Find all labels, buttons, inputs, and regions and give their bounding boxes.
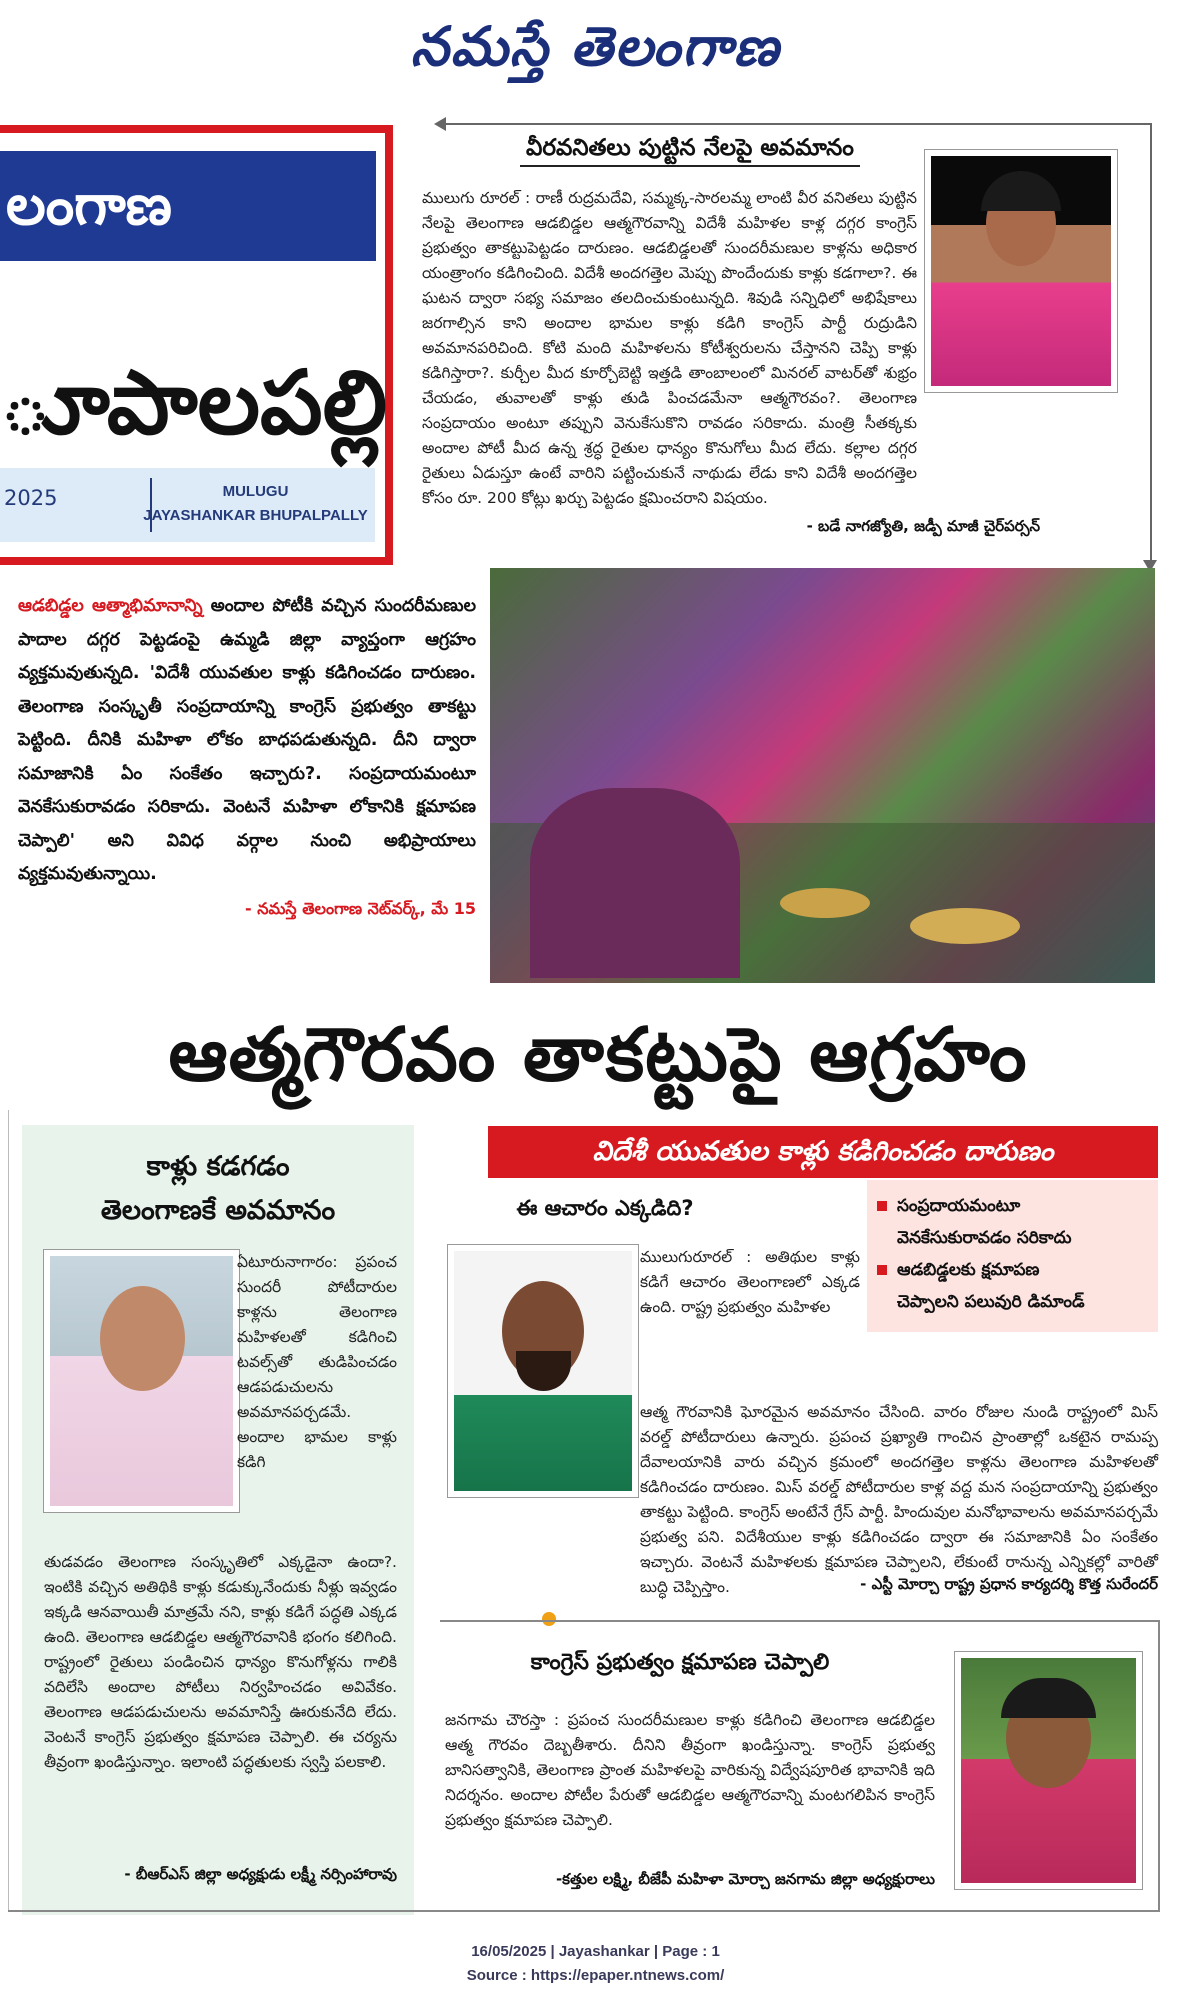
page-border-left — [8, 1110, 10, 1910]
person-shape — [530, 788, 740, 978]
left-article-byline: - బీఆర్‌ఎస్ జిల్లా అధ్యక్షుడు లక్ష్మీ నర్సింహారావు — [124, 1865, 397, 1883]
edition-location: MULUGU JAYASHANKAR BHUPALPALLY — [143, 483, 368, 524]
lead-paragraph: ఆడబిడ్డల ఆత్మాభిమానాన్ని అందాల పోటీకి వచ్చిన సుందరీమణుల పాదాల దగ్గర పెట్టడంపై ఉమ్మడి జిల్లా వ్యాప్తంగా ఆగ్రహం వ్యక్తమవుతున్నది. 'విదేశీ యువతుల కాళ్లు కడిగించడం దారుణం. తెలంగాణ సంస్కృతీ సంప్రదాయాన్ని కాంగ్రెస్ ప్రభుత్వం తాకట్టు పెట్టింది. దీనికి మహిళా లోకం బాధపడుతున్నది. దీని ద్వారా సమాజానికి ఏం సంకేతం ఇచ్చారు?. సంప్రదాయమంటూ వెనకేసుకురావడం సరికాదు. వెంటనే మహిళా లోకానికి క్షమాపణ చెప్పాలి' అని వివిధ వర్గాల నుంచి అభిప్రాయాలు వ్యక్తమవుతున్నాయి. - నమస్తే తెలంగాణ నెట్‌వర్క్, మే 15 — [18, 590, 476, 925]
mid-article-body-wide: ఆత్మ గౌరవానికి ఘోరమైన అవమానం చేసింది. వారం రోజుల నుండి రాష్ట్రంలో మిస్ వరల్డ్ పోటీదారులు ఉన్నారు. ప్రపంచ ప్రఖ్యాతి గాంచిన ప్రాంతాల్లో ఒకటైన రామప్ప దేవాలయానికి వారు వచ్చిన క్రమంలో అందగత్తెల కాళ్లను తెలంగాణ మహిళలతో కడిగించడం దారుణం. మిస్ వరల్డ్ పోటీదారుల కాళ్ల వద్ద మన సంప్రదాయాన్ని ప్రభుత్వం తాకట్టు పెట్టింది. కాంగ్రెస్ అంటేనే గ్రేస్ పార్టీ. హిందువుల మనోభావాలను అవమానపర్చమే ప్రభుత్వ పని. విదేశీయుల కాళ్లు కడిగించడం ద్వారా ఈ సమాజానికి ఏం సంకేతం ఇచ్చారు. వెంటనే మహిళలకు క్షమాపణ చెప్పాలని, లేకుంటే రానున్న ఎన్నికల్లో వారితో బుద్ధి చెప్పిస్తాం. — [640, 1403, 1158, 1596]
hair-shape — [1001, 1678, 1096, 1718]
brass-plate-shape — [780, 888, 870, 918]
main-headline: ఆత్మగౌరవం తాకట్టుపై ఆగ్రహం — [168, 1012, 1028, 1098]
top-article-body-wide — [422, 405, 1130, 505]
face-shape — [100, 1286, 185, 1391]
left-article-title: కాళ్లు కడగడం తెలంగాణకే అవమానం — [100, 1151, 336, 1226]
page-footer — [0, 1940, 1191, 1988]
hair-shape — [981, 171, 1061, 211]
top-article-body: ములుగు రూరల్ : రాణీ రుద్రమదేవి, సమ్మక్క-సారలమ్మ లాంటి వీర వనితలు పుట్టిన నేలపై తెలంగాణ ఆడబిడ్డల ఆత్మగౌరవాన్ని విదేశీ మహిళల కాళ్ల దగ్గర కాంగ్రెస్ ప్రభుత్వం తాకట్టుపెట్టడం దారుణం. ఆడబిడ్డలతో సుందరీమణుల కాళ్లను అధికార యంత్రాంగం కడిగించింది. విదేశీ అందగత్తెల మెప్పు పొందేందుకు కాళ్లు కడగాలా?. ఈ ఘటన ద్వారా సభ్య సమాజం తలదించుకుంటున్నది. శివుడి సన్నిధిలో అభిషేకాలు జరగాల్సిన కాని అందాల భామల కాళ్లు కడిగి కాంగ్రెస్ పార్టీ రుద్రుడిని అవమానపరిచింది. కోటి మంది మహిళలను కోటీశ్వరులను చేస్తానని చెప్పి కాళ్లు కడిగిస్తారా?. కుర్చీల మీద కూర్చోబెట్టి ఇత్తడి తాంబాలంలో మినరల్ వాటర్‌తో శుభ్రం చేయడం, తువాలతో కాళ్లు తుడి పించడమేనా ఆత్మగౌరవం?. తెలంగాణ సంప్రదాయం అంటూ తప్పుని వెనుకేసుకొని రావడం సరికాదు. మంత్రి సీతక్కకు అందాల పోటీ మీద ఉన్న శ్రద్ధ రైతుల ధాన్యం కొనుగోలు మీద లేదు. కల్లాల దగ్గర రైతులు ఏడుస్తూ ఉంటే వారిని పట్టించుకునే నాథుడు లేడు కాని విదేశీ అందగత్తెల కోసం రూ. 200 కోట్లు ఖర్చు పెట్టడం క్షమించరాని విషయం. — [422, 189, 917, 507]
highlight-item: సంప్రదాయమంటూ — [897, 1196, 1021, 1216]
left-article-body-narrow: ఏటూరునాగారం: ప్రపంచ సుందరీ పోటీదారుల కాళ్లను తెలంగాణ మహిళలతో కడిగించి టవల్స్‌తో తుడిపించడం ఆడపడుచులను అవమానపర్చడమే. అందాల భామల కాళ్లు కడిగి — [237, 1253, 397, 1471]
event-photo-feet-washing — [490, 568, 1155, 983]
bottom-article-byline: -కత్తుల లక్ష్మి, బీజేపీ మహిళా మోర్చా జనగామ జిల్లా అధ్యక్షురాలు — [555, 1870, 935, 1888]
highlight-item: చెప్పాలని పలువురి డిమాండ్ — [897, 1292, 1085, 1312]
brass-plate-shape — [910, 908, 1020, 944]
portrait-photo-surender — [448, 1245, 638, 1497]
bottom-article-body: జనగామ చౌరస్తా : ప్రపంచ సుందరీమణుల కాళ్లు కడిగించి తెలంగాణ ఆడబిడ్డల ఆత్మ గౌరవం దెబ్బతీశారు. దీనిని తీవ్రంగా ఖండిస్తున్నా. కాంగ్రెస్ ప్రభుత్వ బానిసత్వానికి, తెలంగాణ ప్రాంత మహిళలపై వారికున్న విద్వేషపూరిత భావానికి ఇది నిదర్శనం. అందాల పోటీల పేరుతో ఆడబిడ్డల ఆత్మగౌరవాన్ని మంటగలిపిన కాంగ్రెస్ ప్రభుత్వం క్షమాపణ చెప్పాలి. — [445, 1711, 935, 1829]
mid-article-byline: - ఎస్టీ మోర్చా రాష్ట్ర ప్రధాన కార్యదర్శి కొత్త సురేందర్ — [860, 1575, 1158, 1593]
edition-year: 2025 — [4, 486, 58, 510]
portrait-photo-lakshmi-narsimharao — [44, 1250, 239, 1512]
edition-district: ూపాలపల్లి — [0, 351, 388, 454]
highlight-item: ఆడబిడ్డలకు క్షమాపణ — [897, 1260, 1040, 1280]
beard-shape — [516, 1351, 571, 1391]
footer-source-link[interactable]: Source : https://epaper.ntnews.com/ — [466, 1967, 725, 1984]
bottom-article-title: కాంగ్రెస్ ప్రభుత్వం క్షమాపణ చెప్పాలి — [530, 1650, 830, 1675]
edition-box — [0, 125, 393, 565]
lead-byline: - నమస్తే తెలంగాణ నెట్‌వర్క్, మే 15 — [245, 898, 476, 918]
left-article-body-wide: తుడవడం తెలంగాణ సంస్కృతిలో ఎక్కడైనా ఉందా?. ఇంటికి వచ్చిన అతిథికి కాళ్లు కడుక్కునేందుకు నీళ్లు ఇవ్వడం ఇక్కడి ఆనవాయితీ మాత్రమే నని, కాళ్లు కడిగే పద్ధతి ఎక్కడ ఉంది. తెలంగాణ ఆడబిడ్డల ఆత్మగౌరవానికి భంగం కలిగింది. రాష్ట్రంలో రైతులు పండించిన ధాన్యం కొనుగోళ్లను గాలికి వదిలేసి అందాల పోటీలు నిర్వహించడం అవివేకం. తెలంగాణ ఆడపడుచులను అవమానిస్తే ఊరుకునేది లేదు. వెంటనే కాంగ్రెస్ ప్రభుత్వం క్షమాపణ చెప్పాలి. ఈ చర్యను తీవ్రంగా ఖండిస్తున్నాం. ఇలాంటి పద్ధతులకు స్వస్తి పలకాలి. — [44, 1553, 397, 1771]
arrow-left-icon — [434, 117, 446, 131]
bullet-square — [877, 1265, 887, 1275]
mid-article-title: ఈ ఆచారం ఎక్కడిది? — [516, 1196, 694, 1220]
page-border-bottom — [8, 1910, 1158, 1913]
subhead-bar: విదేశీ యువతుల కాళ్లు కడిగించడం దారుణం — [488, 1126, 1158, 1178]
bullet-square — [877, 1201, 887, 1211]
footer-date-edition: 16/05/2025 | Jayashankar | Page : 1 — [471, 1943, 720, 1960]
portrait-photo-kathula-lakshmi — [955, 1652, 1142, 1889]
mid-article-body-narrow: ములుగురూరల్ : అతిథుల కాళ్లు కడిగే ఆచారం తెలంగాణలో ఎక్కడ ఉంది. రాష్ట్ర ప్రభుత్వం మహిళల — [640, 1248, 860, 1316]
masthead — [0, 0, 1191, 90]
edition-strip — [0, 468, 375, 542]
top-article-title-wrap — [460, 135, 920, 167]
edition-band: లంగాణ — [0, 151, 376, 261]
top-article-title: వీరవనితలు పుట్టిన నేలపై అవమానం — [520, 135, 860, 167]
newspaper-logo: నమస్తే తెలంగాణ — [410, 14, 781, 78]
top-article-byline: - బడే నాగజ్యోతి, జడ్పీ మాజీ చైర్‌పర్సన్ — [806, 517, 1040, 535]
highlights-box — [867, 1180, 1158, 1332]
highlight-item: వెనకేసుకురావడం సరికాదు — [897, 1228, 1072, 1248]
portrait-photo-jyothi — [925, 150, 1117, 392]
